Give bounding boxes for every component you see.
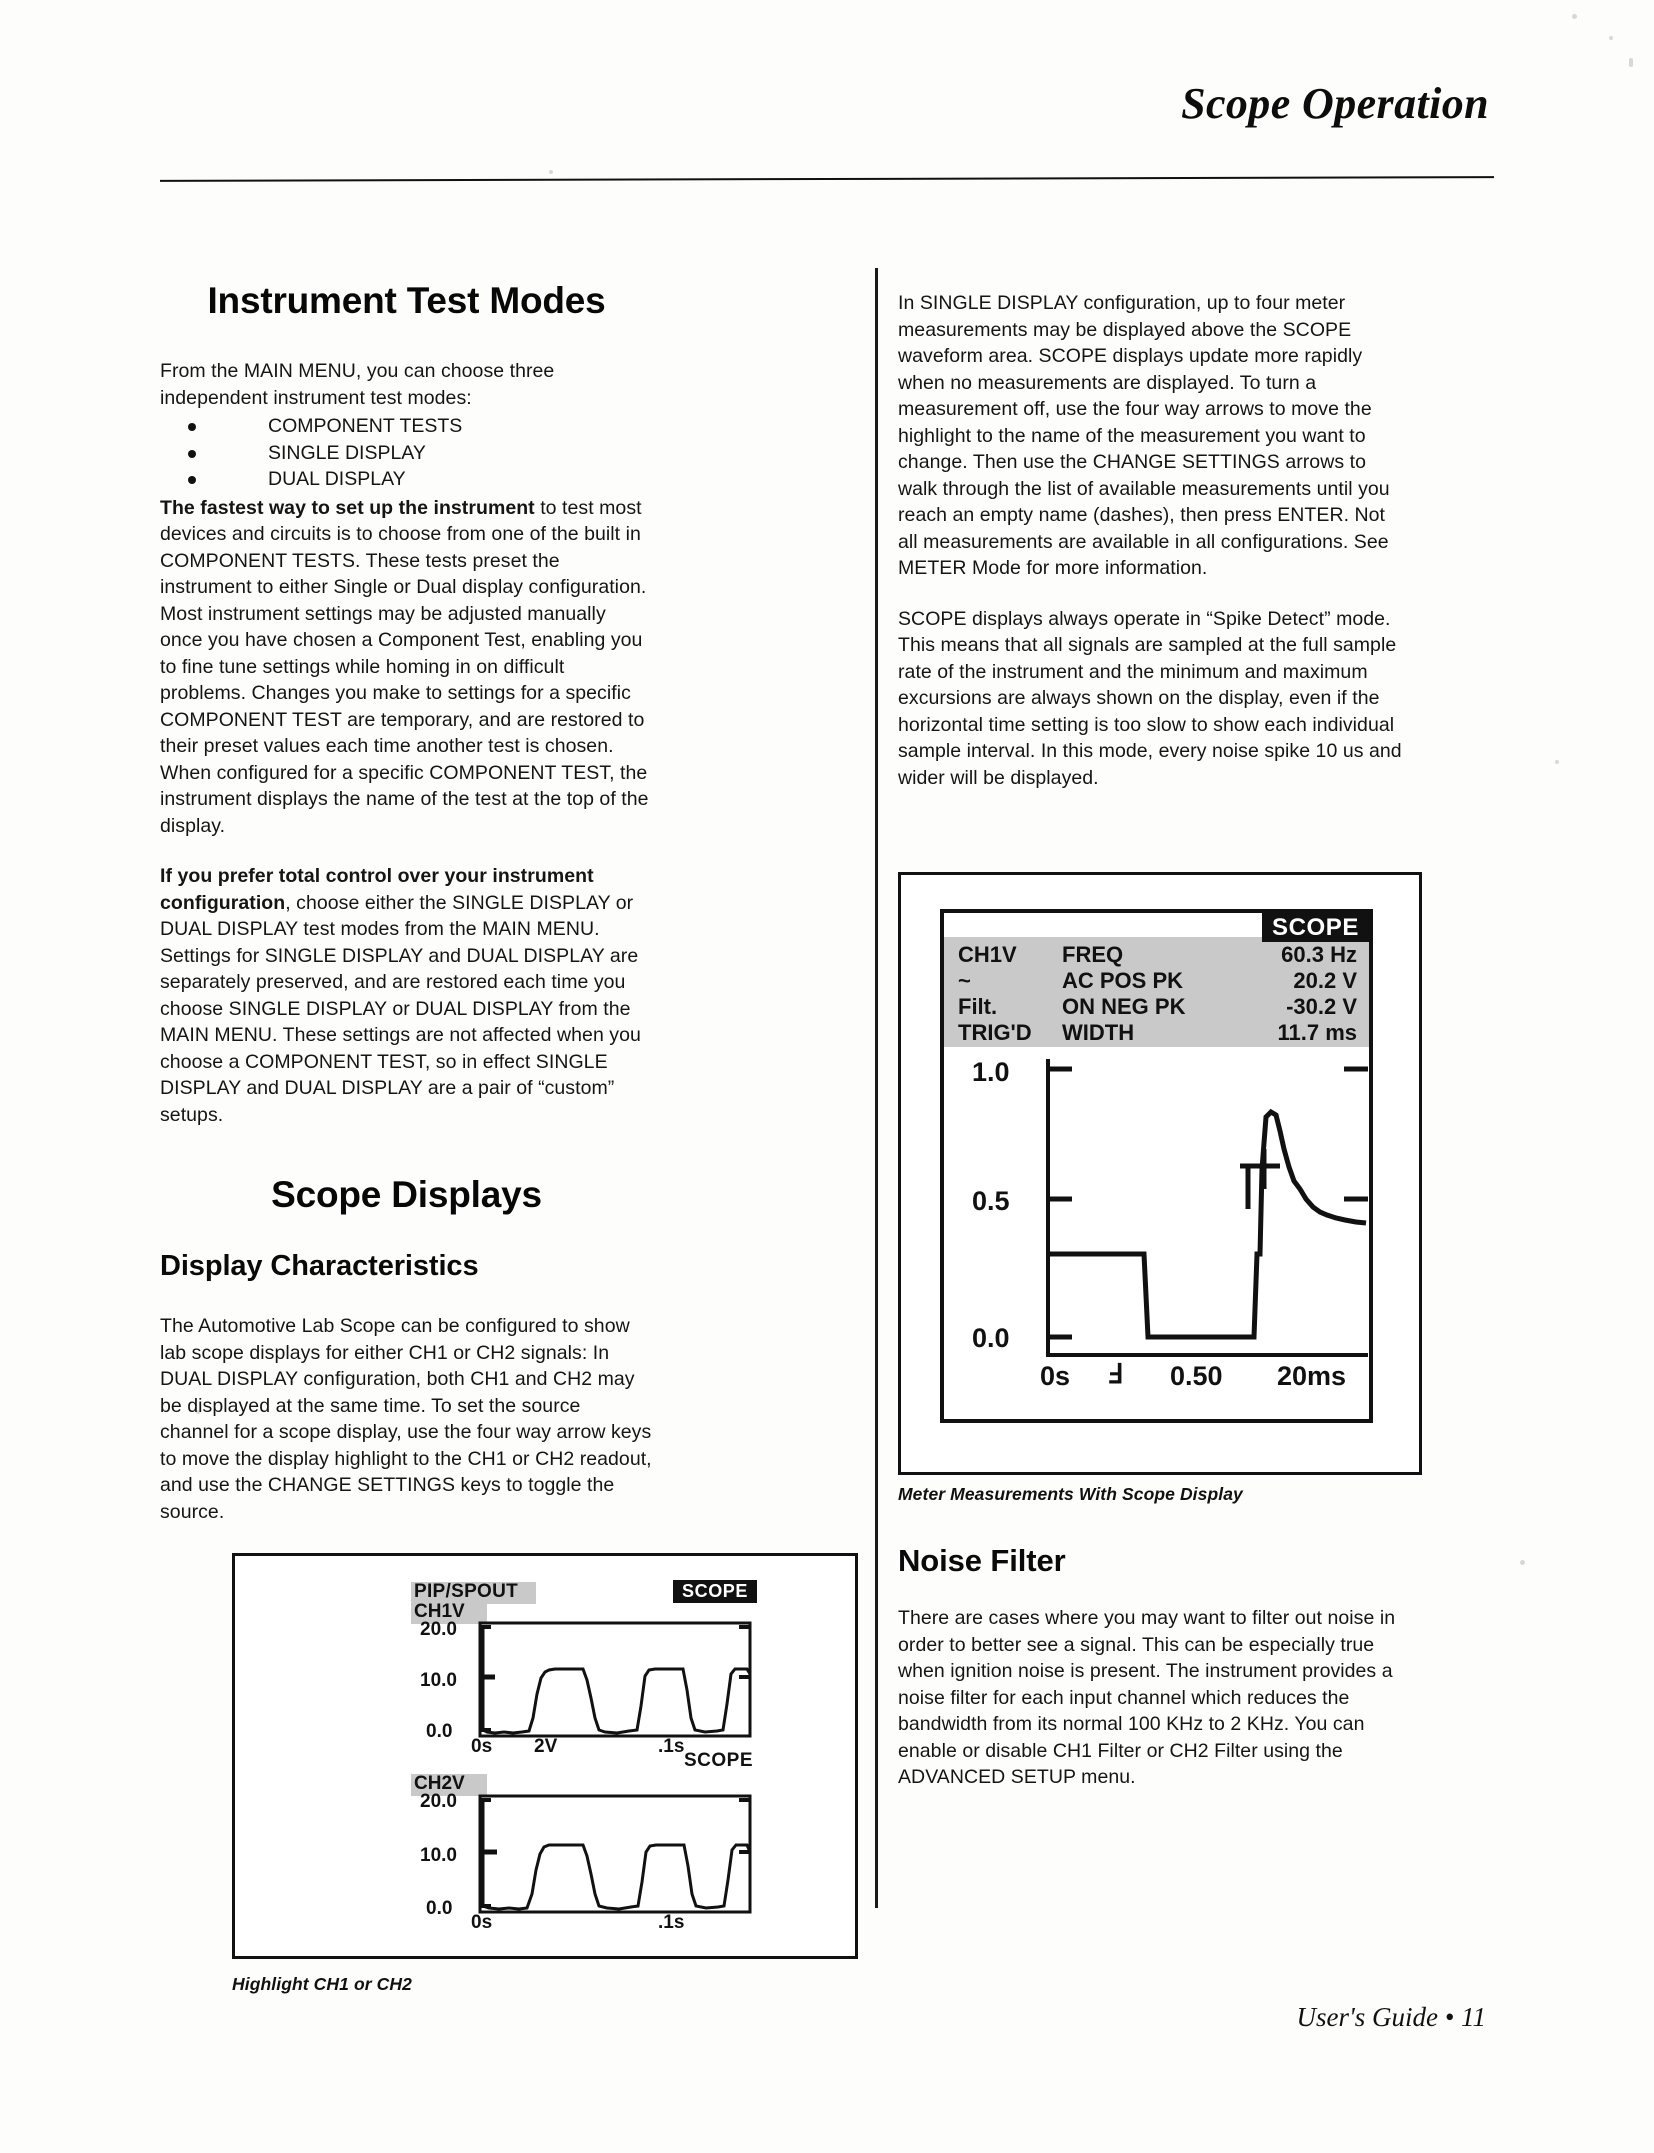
dual-scope-screen [405,1578,757,1932]
pip-spout-label: PIP/SPOUT [414,1581,519,1602]
y-tick-label: 0.0 [972,1323,1010,1353]
scan-speckle [1520,1560,1525,1565]
list-item: DUAL DISPLAY [160,466,653,493]
page-title: Instrument Test Modes [207,280,606,321]
meter-row-name: AC POS PK [1062,968,1184,993]
meter-row-value: -30.2 V [1286,994,1357,1019]
ch2-plot-area [405,1790,757,1933]
x-tick-label: .1s [658,1912,685,1933]
paragraph-fastest-way [160,495,653,840]
paragraph-total-control [160,863,653,1128]
meter-row-value: 11.7 ms [1277,1020,1357,1045]
x-tick-label: 2V [534,1736,558,1757]
x-tick-label: 0s [1040,1361,1071,1391]
scan-speckle [1629,58,1633,67]
x-tick-label: Ⅎ [1107,1359,1123,1389]
meter-row-name: FREQ [1062,942,1124,967]
ch2v-label: CH2V [414,1773,465,1794]
scan-speckle [1572,14,1577,19]
meter-row-label: Filt. [958,994,998,1019]
left-column [160,280,653,1549]
lead-in-bold: If you prefer total control over your instrument configuration [160,865,594,914]
paragraph-single-display: In SINGLE DISPLAY configuration, up to four meter measurements may be displayed above the SCOPE waveform area. SCOPE displays update more rapidly when no measurements are displayed. To turn a measurement off, use the four way arrows to move the highlight to the name of the measurement you want to change. Then use the CHANGE SETTINGS arrows to walk through the list of available measurements until you reach an empty name (dashes), then press ENTER. Not all measurements are available in all configurations. See METER Mode for more information. [898,292,1390,579]
scope-mode-badge: SCOPE [1262,913,1369,942]
y-tick-label: 0.5 [972,1186,1010,1216]
header-rule [160,176,1494,182]
waveform-plot-area [944,1049,1369,1419]
paragraph-spike-detect: SCOPE displays always operate in “Spike Detect” mode. This means that all signals are sampled at the full sample rate of the instrument and the minimum and maximum excursions are always shown on the display, even if the horizontal time setting is too slow to show each individual sample interval. In this mode, every noise spike 10 us and wider will be displayed. [898,607,1402,789]
meter-row-name: WIDTH [1062,1020,1135,1045]
figure-highlight-ch1-ch2 [232,1553,858,1959]
x-tick-label: 0.50 [1170,1361,1223,1391]
y-tick-label: 10.0 [420,1845,457,1866]
ch1v-label: CH1V [414,1601,465,1622]
meter-row-name: ON NEG PK [1062,994,1186,1019]
lead-in-bold: The fastest way to set up the instrument [160,496,535,519]
scope-screen [940,909,1373,1423]
subheading-noise-filter: Noise Filter [898,1543,1066,1578]
meter-row-label: ~ [958,968,971,993]
y-tick-label: 0.0 [426,1721,453,1742]
section-title-scope-displays: Scope Displays [271,1174,542,1215]
x-tick-label: .1s [658,1736,685,1757]
meter-row-label: CH1V [958,942,1017,967]
figure-caption-meter: Meter Measurements With Scope Display [898,1484,1243,1504]
intro-paragraph: From the MAIN MENU, you can choose three independent instrument test modes: [160,360,555,409]
list-item: SINGLE DISPLAY [160,440,653,467]
scope-word-middle: SCOPE [683,1750,753,1771]
test-modes-list [160,413,653,493]
x-tick-label: 0s [471,1736,493,1757]
page-footer: User's Guide • 11 [1296,2002,1486,2032]
x-tick-label: 0s [471,1912,493,1933]
figure-caption-highlight: Highlight CH1 or CH2 [232,1974,412,1994]
running-head: Scope Operation [1181,79,1489,128]
scope-mode-badge-top: SCOPE [673,1580,757,1603]
scan-speckle [1609,36,1613,40]
y-tick-label: 20.0 [420,1791,457,1812]
ch1-waveform-svg [405,1618,757,1748]
noise-filter-block [898,1543,1408,1815]
y-tick-label: 10.0 [420,1670,457,1691]
ch1-plot-area [405,1618,757,1757]
scan-speckle [549,170,553,174]
figure-meter-measurements [898,872,1422,1475]
ch2-waveform-svg [405,1790,757,1930]
list-item: COMPONENT TESTS [160,413,653,440]
meter-row-value: 20.2 V [1293,968,1357,993]
x-tick-label: 20ms [1277,1361,1347,1391]
y-tick-label: 0.0 [426,1898,453,1919]
meter-row-label: TRIG'D [958,1020,1032,1045]
paragraph-noise-filter: There are cases where you may want to filter out noise in order to better see a signal. This can be especially true when ignition noise is present. The instrument provides a noise filter for each input channel which reduces the bandwidth from its normal 100 KHz to 2 KHz. You can enable or disable CH1 Filter or CH2 Filter using the ADVANCED SETUP menu. [898,1607,1396,1788]
meter-row-value: 60.3 Hz [1281,942,1357,967]
paragraph-text: to test most devices and circuits is to choose from one of the built in COMPONENT TESTS. These tests preset the instrument to either Single or Dual display configuration. Most instrument settings may be adjusted manually once you have chosen a Component Test, enabling you to fine tune settings while homing in on difficult problems. Changes you make to settings for a specific COMPONENT TEST are temporary, and are restored to their preset values each time another test is chosen. When configured for a specific COMPONENT TEST, the instrument displays the name of the test at the top of the display. [160,496,649,837]
subheading-display-characteristics: Display Characteristics [160,1250,479,1282]
column-divider [875,268,878,1908]
scan-speckle [1555,760,1559,764]
paragraph-display-characteristics: The Automotive Lab Scope can be configured to show lab scope displays for either CH1 or CH2 signals: In DUAL DISPLAY configuration, both CH1 and CH2 may be displayed at the same time. To set the source channel for a scope display, use the four way arrow keys to move the display highlight to the CH1 or CH2 readout, and use the CHANGE SETTINGS keys to toggle the source. [160,1315,652,1523]
y-tick-label: 20.0 [420,1619,457,1640]
right-column [898,290,1408,815]
y-tick-label: 1.0 [972,1057,1010,1087]
paragraph-text: , choose either the SINGLE DISPLAY or DUAL DISPLAY test modes from the MAIN MENU. Settings for SINGLE DISPLAY and DUAL DISPLAY are separately preserved, and are restored each time you choose SINGLE DISPLAY or DUAL DISPLAY from the MAIN MENU. These settings are not affected when you choose a COMPONENT TEST, so in effect SINGLE DISPLAY and DUAL DISPLAY are a pair of “custom” setups. [160,891,641,1126]
